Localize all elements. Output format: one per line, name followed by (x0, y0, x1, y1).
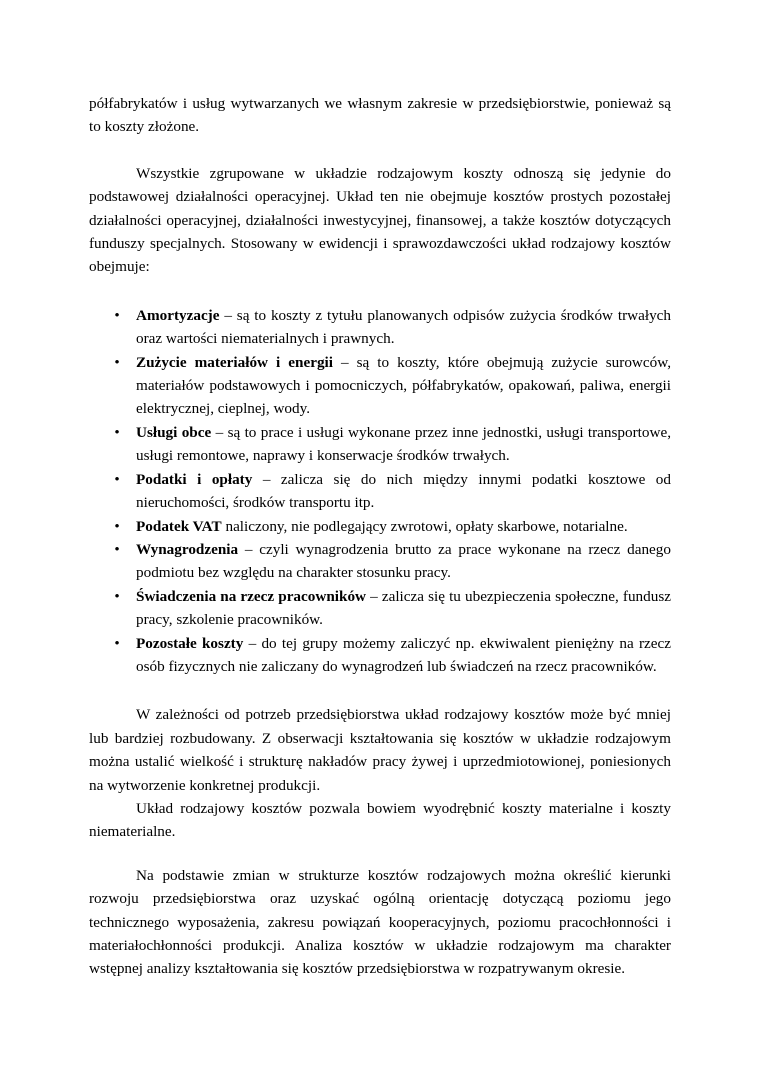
list-item-term: Usługi obce (136, 423, 212, 441)
list-item (89, 468, 671, 515)
bullet-icon: • (114, 423, 120, 441)
list-item-description: – zalicza się do nich między innymi podatki kosztowe od nieruchomości, środków transportu itp. (136, 470, 671, 512)
bullet-icon: • (114, 634, 120, 652)
bullet-icon: • (114, 470, 120, 488)
list-item-term: Pozostałe koszty (136, 634, 244, 652)
list-item (89, 515, 671, 538)
list-item-term: Amortyzacje (136, 306, 220, 324)
bullet-icon: • (114, 517, 120, 535)
list-item-term: Świadczenia na rzecz pracowników (136, 587, 367, 605)
bullet-icon: • (114, 540, 120, 558)
list-item-description: – do tej grupy możemy zaliczyć np. ekwiwalent pieniężny na rzecz osób fizycznych nie zaliczany do wynagrodzeń lub świadczeń na rzecz pracowników. (136, 634, 672, 675)
paragraph-structure-analysis: W zależności od potrzeb przedsiębiorstwa układ rodzajowy kosztów może być mniej lub bardziej rozbudowany. Z obserwacji kształtowania się kosztów w układzie rodzajowym można ustalić wielkość i strukturę nakładów pracy żywej i uprzedmiotowionej, poniesionych na wytworzenie konkretnej produkcji. (89, 706, 671, 794)
list-item-term: Podatek VAT (136, 517, 222, 535)
list-item (89, 351, 671, 421)
list-item (89, 585, 671, 632)
list-item (89, 632, 671, 679)
list-item (89, 538, 671, 585)
paragraph-development-directions: Na podstawie zmian w strukturze kosztów rodzajowych można określić kierunki rozwoju przedsiębiorstwa oraz uzyskać ogólną orientację dotyczącą poziomu jego technicznego wyposażenia, zakresu powiązań kooperacyjnych, poziomu pracochłonności i materiałochłonności produkcji. Analiza kosztów w układzie rodzajowym ma charakter wstępnej analizy kształtowania się kosztów przedsiębiorstwa w rozpatrywanym okresie. (89, 866, 671, 978)
list-item-term: Podatki i opłaty (136, 470, 253, 488)
list-item-description: – zalicza się tu ubezpieczenia społeczne, fundusz pracy, szkolenie pracowników. (136, 587, 671, 629)
bullet-icon: • (114, 306, 120, 324)
paragraph-cost-scope: Wszystkie zgrupowane w układzie rodzajowym koszty odnoszą się jedynie do podstawowej działalności operacyjnej. Układ ten nie obejmuje kosztów prostych pozostałej działalności operacyjnej, działalności inwestycyjnej, finansowej, a także kosztów dotyczących funduszy specjalnych. Stosowany w ewidencji i sprawozdawczości układ rodzajowy kosztów obejmuje: (89, 164, 671, 276)
list-item-term: Wynagrodzenia (136, 540, 239, 558)
paragraph-material-costs: Układ rodzajowy kosztów pozwala bowiem wyodrębnić koszty materialne i koszty niematerialne. (89, 799, 671, 841)
cost-types-list (89, 304, 671, 679)
paragraph-continuation: półfabrykatów i usług wytwarzanych we własnym zakresie w przedsiębiorstwie, ponieważ są to koszty złożone. (89, 95, 671, 136)
bullet-icon: • (114, 353, 120, 371)
list-item-description: – są to prace i usługi wykonane przez inne jednostki, usługi transportowe, usługi remontowe, naprawy i konserwacje środków trwałych. (136, 423, 671, 465)
list-item-description: naliczony, nie podlegający zwrotowi, opłaty skarbowe, notarialne. (221, 517, 628, 535)
list-item-term: Zużycie materiałów i energii (136, 353, 333, 371)
list-item (89, 421, 671, 468)
list-item-description: – są to koszty, które obejmują zużycie surowców, materiałów podstawowych i pomocniczych, półfabrykatów, opakowań, paliwa, energii elektrycznej, cieplnej, wody. (136, 353, 671, 418)
list-item (89, 304, 671, 351)
bullet-icon: • (114, 587, 120, 605)
page-content (89, 92, 671, 981)
list-item-description: – są to koszty z tytułu planowanych odpisów zużycia środków trwałych oraz wartości niematerialnych i prawnych. (136, 306, 671, 348)
list-item-description: – czyli wynagrodzenia brutto za prace wykonane na rzecz danego podmiotu bez względu na charakter stosunku pracy. (136, 540, 671, 582)
